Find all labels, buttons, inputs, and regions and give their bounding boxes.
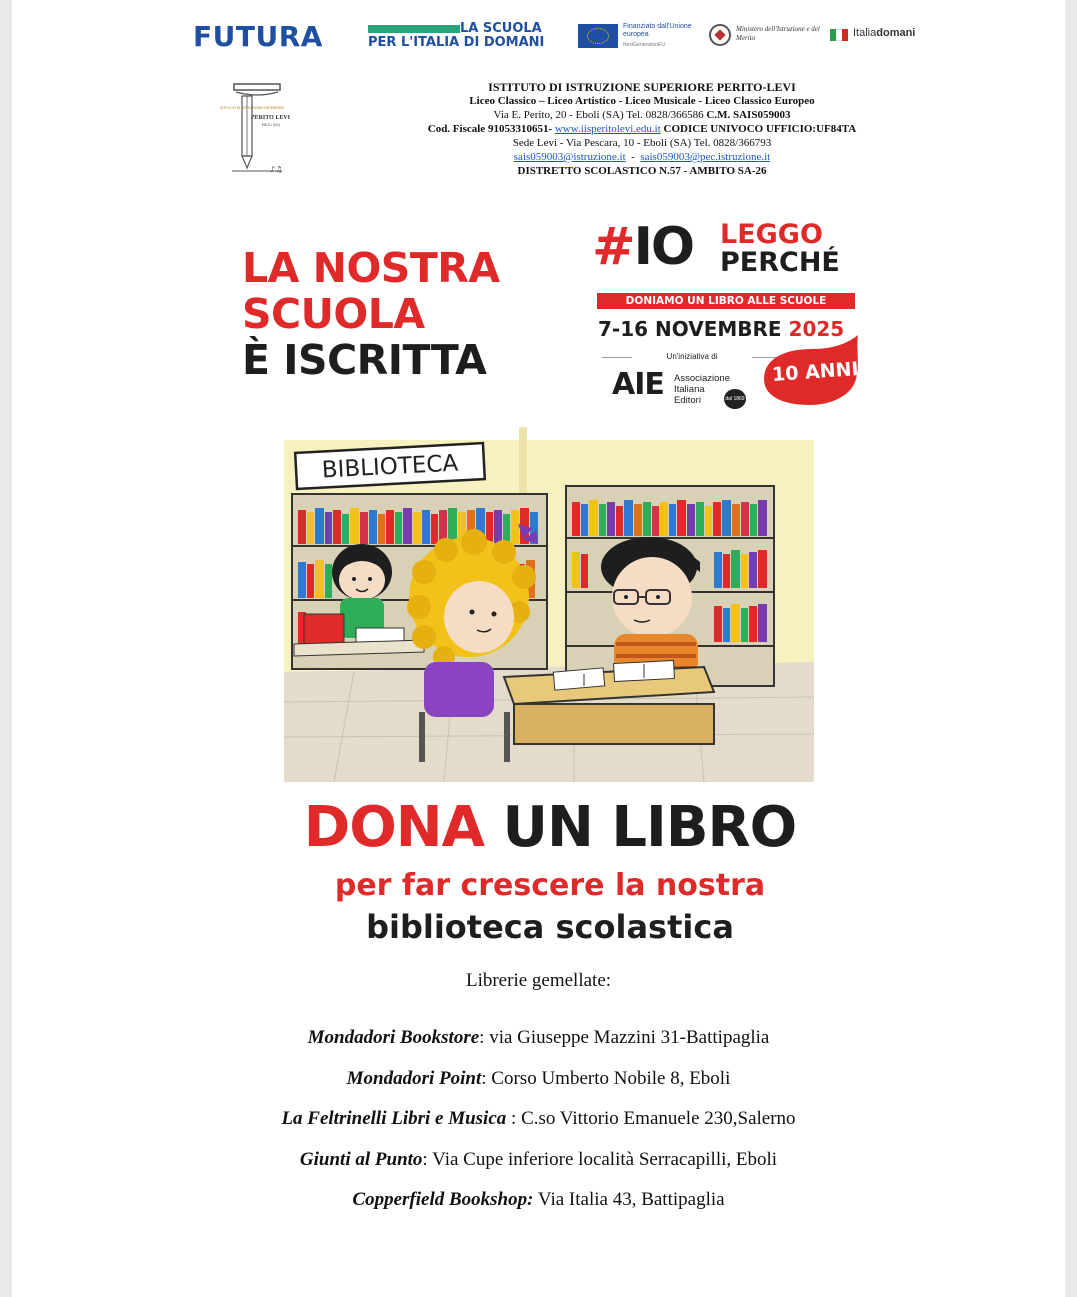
italian-flag-icon [830, 29, 848, 41]
store-name: Copperfield Bookshop: [352, 1189, 534, 1210]
scuola-iscritta-title [242, 245, 500, 383]
iscritta-line1: LA NOSTRA [242, 244, 500, 292]
eu-funding-logo [578, 22, 708, 50]
italiadomani-logo [830, 26, 940, 46]
scuola-logo-bar [368, 25, 460, 33]
store-address: Via Italia 43, Battipaglia [537, 1189, 725, 1210]
doniamo-banner: DONIAMO UN LIBRO ALLE SCUOLE [597, 293, 855, 309]
seal-text-line2: PERITO LEVI [250, 115, 290, 121]
scuola-italia-domani-logo [368, 22, 558, 50]
svg-text:♪♫: ♪♫ [270, 165, 283, 174]
scuola-logo-line1: LA SCUOLA [460, 21, 542, 36]
ioleggoperche-logo [592, 215, 862, 415]
school-seal-logo [219, 82, 294, 177]
dona-un-libro-title: DONA UN LIBRO [303, 795, 797, 860]
librerie-list [12, 1024, 1065, 1227]
school-email-line: sais059003@istruzione.it - sais059003@pec.istruzione.it [513, 151, 771, 163]
biblioteca-sign-text: BIBLIOTECA [321, 450, 459, 484]
list-item: Mondadori Bookstore: via Giuseppe Mazzini 31-Battipaglia [307, 1027, 770, 1048]
leggo-text: LEGGO [720, 219, 823, 250]
list-item: Mondadori Point: Corso Umberto Nobile 8, Eboli [346, 1067, 731, 1089]
list-item [12, 1186, 1065, 1227]
iscritta-line2: SCUOLA [242, 290, 425, 338]
store-name: Mondadori Point [346, 1067, 482, 1089]
eu-funding-text: Finanziato dall'Unione europea [623, 23, 692, 38]
store-name: Giunti al Punto [299, 1148, 423, 1170]
perche-text: PERCHÉ [720, 247, 840, 278]
store-name: Mondadori Bookstore [307, 1027, 480, 1048]
school-address-main: Via E. Perito, 20 - Eboli (SA) Tel. 0828/366586 C.M. SAIS059003 [493, 109, 791, 121]
crescere-subtitle: per far crescere la nostra [334, 868, 766, 903]
boy-with-glasses-icon [601, 537, 700, 674]
store-name: La Feltrinelli Libri e Musica [281, 1108, 507, 1129]
school-pec-link[interactable]: sais059003@pec.istruzione.it [640, 151, 771, 163]
scuola-logo-line2: PER L'ITALIA DI DOMANI [368, 35, 545, 50]
aie-logo: AIE [612, 367, 664, 402]
eu-flag-icon [578, 24, 618, 48]
dieci-anni-text: 10 ANNI [771, 358, 860, 386]
ioleggo-hashtag: #IO [592, 217, 694, 277]
seal-text-line1: ISTITUTO DI ISTRUZIONE SUPERIORE [219, 106, 284, 110]
iscritta-line3: È ISCRITTA [242, 336, 487, 384]
aie-since-badge: dal 1869 [724, 389, 746, 409]
store-address: C.so Vittorio Emanuele 230,Salerno [521, 1108, 796, 1129]
ministero-text: Ministero dell'Istruzione e del Merito [736, 25, 820, 42]
store-address: Corso Umberto Nobile 8, Eboli [491, 1067, 731, 1089]
library-illustration [274, 422, 814, 782]
biblioteca-scolastica-subtitle: biblioteca scolastica [366, 908, 734, 946]
librerie-gemellate-heading: Librerie gemellate: [465, 970, 612, 991]
school-header [342, 80, 942, 178]
school-name: ISTITUTO DI ISTRUZIONE SUPERIORE PERITO-LEVI [488, 80, 796, 94]
school-address-levi: Sede Levi - Via Pescara, 10 - Eboli (SA) Tel. 0828/366793 [512, 137, 772, 149]
iniziativa-label: Un'iniziativa di [632, 352, 752, 361]
school-district: DISTRETTO SCOLASTICO N.57 - AMBITO SA-26 [517, 165, 767, 177]
logo-strip [12, 18, 1065, 58]
dieci-anni-badge [760, 335, 864, 407]
seal-text-line3: EBOLI (SA) [261, 123, 280, 127]
school-website-link[interactable]: www.iisperitolevi.edu.it [554, 123, 661, 135]
eu-nextgen-text: NextGenerationEU [623, 42, 665, 48]
italiadomani-text: Italiadomani [853, 27, 916, 39]
campaign-dates: 7-16 NOVEMBRE 2025 [598, 317, 845, 341]
store-address: via Giuseppe Mazzini 31-Battipaglia [489, 1027, 770, 1048]
republic-emblem-icon [709, 24, 731, 46]
ministero-logo [709, 22, 829, 50]
school-licei: Liceo Classico – Liceo Artistico - Liceo Musicale - Liceo Classico Europeo [469, 95, 815, 107]
futura-logo: FUTURA [193, 20, 323, 53]
document-page [12, 0, 1065, 1297]
aie-association-text: Associazione Italiana Editori [674, 373, 730, 406]
store-address: Via Cupe inferiore località Serracapilli, Eboli [432, 1148, 778, 1170]
school-fiscal-line: Cod. Fiscale 91053310651- www.iisperitolevi.edu.it CODICE UNIVOCO UFFICIO:UF84TA [427, 123, 857, 135]
list-item: Giunti al Punto: Via Cupe inferiore località Serracapilli, Eboli [299, 1148, 778, 1170]
school-email-link[interactable]: sais059003@istruzione.it [513, 151, 626, 163]
list-item: La Feltrinelli Libri e Musica : C.so Vittorio Emanuele 230,Salerno [281, 1108, 796, 1129]
